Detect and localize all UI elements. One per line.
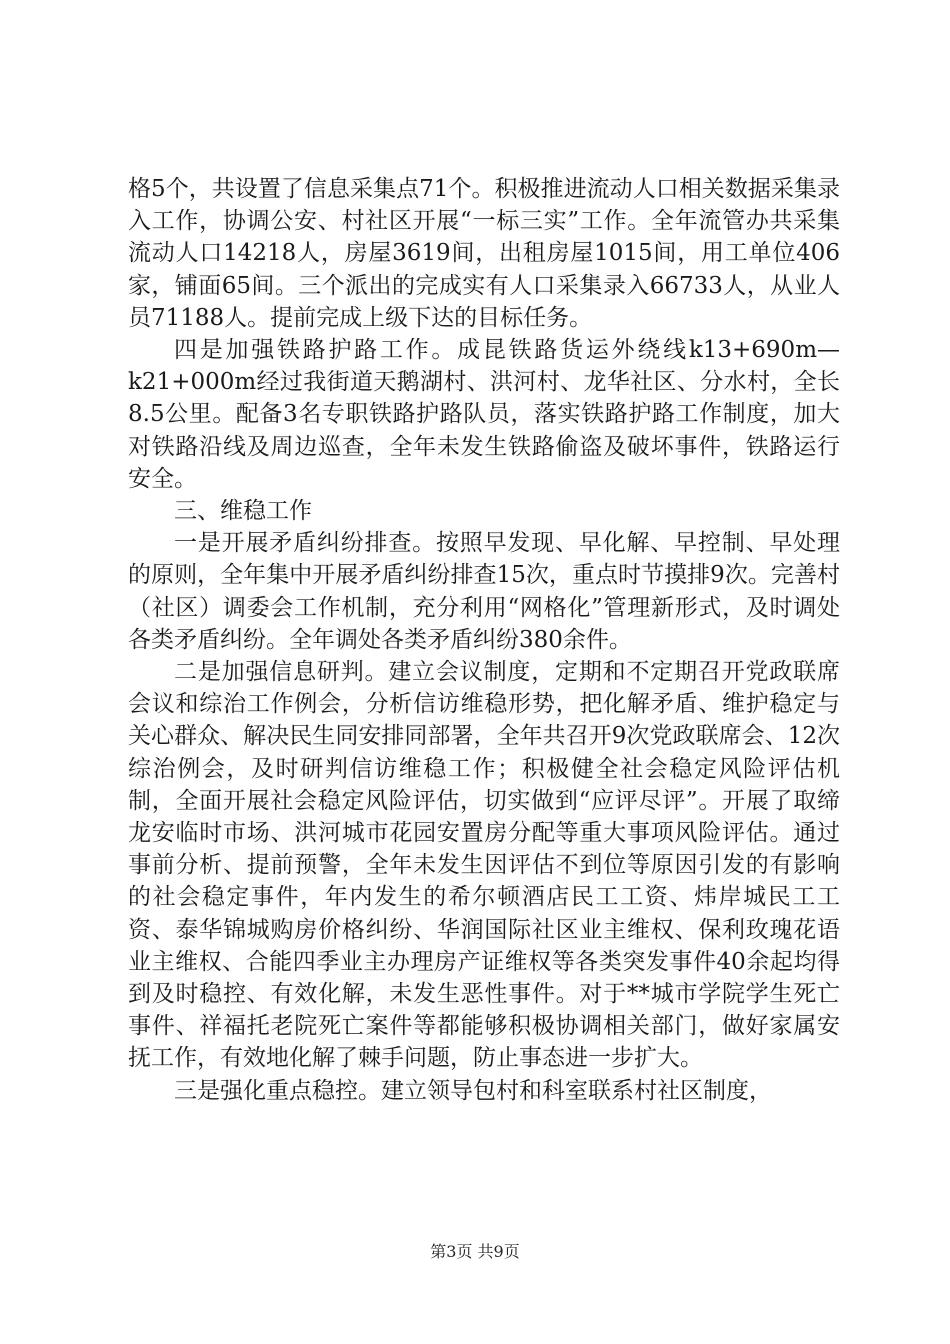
- document-body: [128, 173, 840, 1107]
- paragraph-2: 四是加强铁路护路工作。成昆铁路货运外绕线k13+690m—k21+000m经过我街道天鹅湖村、洪河村、龙华社区、分水村，全长8.5公里。配备3名专职铁路护路队员，落实铁路护路工作制度，加大对铁路沿线及周边巡查，全年未发生铁路偷盗及破坏事件，铁路运行安全。: [128, 337, 840, 492]
- page-number-footer: 第3页 共9页: [430, 1242, 520, 1261]
- paragraph-4: 二是加强信息研判。建立会议制度，定期和不定期召开党政联席会议和综治工作例会，分析信访维稳形势，把化解矛盾、维护稳定与关心群众、解决民生同安排同部署，全年共召开9次党政联席会、12次综治例会，及时研判信访维稳工作；积极健全社会稳定风险评估机制，全面开展社会稳定风险评估，切实做到“应评尽评”。开展了取缔龙安临时市场、洪河城市花园安置房分配等重大事项风险评估。通过事前分析、提前预警，全年未发生因评估不到位等原因引发的有影响的社会稳定事件，年内发生的希尔顿酒店民工工资、炜岸城民工工资、泰华锦城购房价格纠纷、华润国际社区业主维权、保利玫瑰花语业主维权、合能四季业主办理房产证维权等各类突发事件40余起均得到及时稳控、有效化解，未发生恶性事件。对于**城市学院学生死亡事件、祥福托老院死亡案件等都能够积极协调相关部门，做好家属安抚工作，有效地化解了棘手问题，防止事态进一步扩大。: [128, 659, 840, 1072]
- section-heading: 三、维稳工作: [174, 498, 312, 525]
- paragraph-3: 一是开展矛盾纠纷排查。按照早发现、早化解、早控制、早处理的原则，全年集中开展矛盾纠纷排查15次，重点时节摸排9次。完善村（社区）调委会工作机制，充分利用“网格化”管理新形式，及时调处各类矛盾纠纷。全年调处各类矛盾纠纷380余件。: [128, 530, 840, 653]
- paragraph-1: 格5个，共设置了信息采集点71个。积极推进流动人口相关数据采集录入工作，协调公安、村社区开展“一标三实”工作。全年流管办共采集流动人口14218人，房屋3619间，出租房屋1015间，用工单位406家，铺面65间。三个派出的完成实有人口采集录入66733人，从业人员71188人。提前完成上级下达的目标任务。: [128, 176, 840, 331]
- paragraph-5: 三是强化重点稳控。建立领导包村和科室联系村社区制度，: [174, 1077, 772, 1104]
